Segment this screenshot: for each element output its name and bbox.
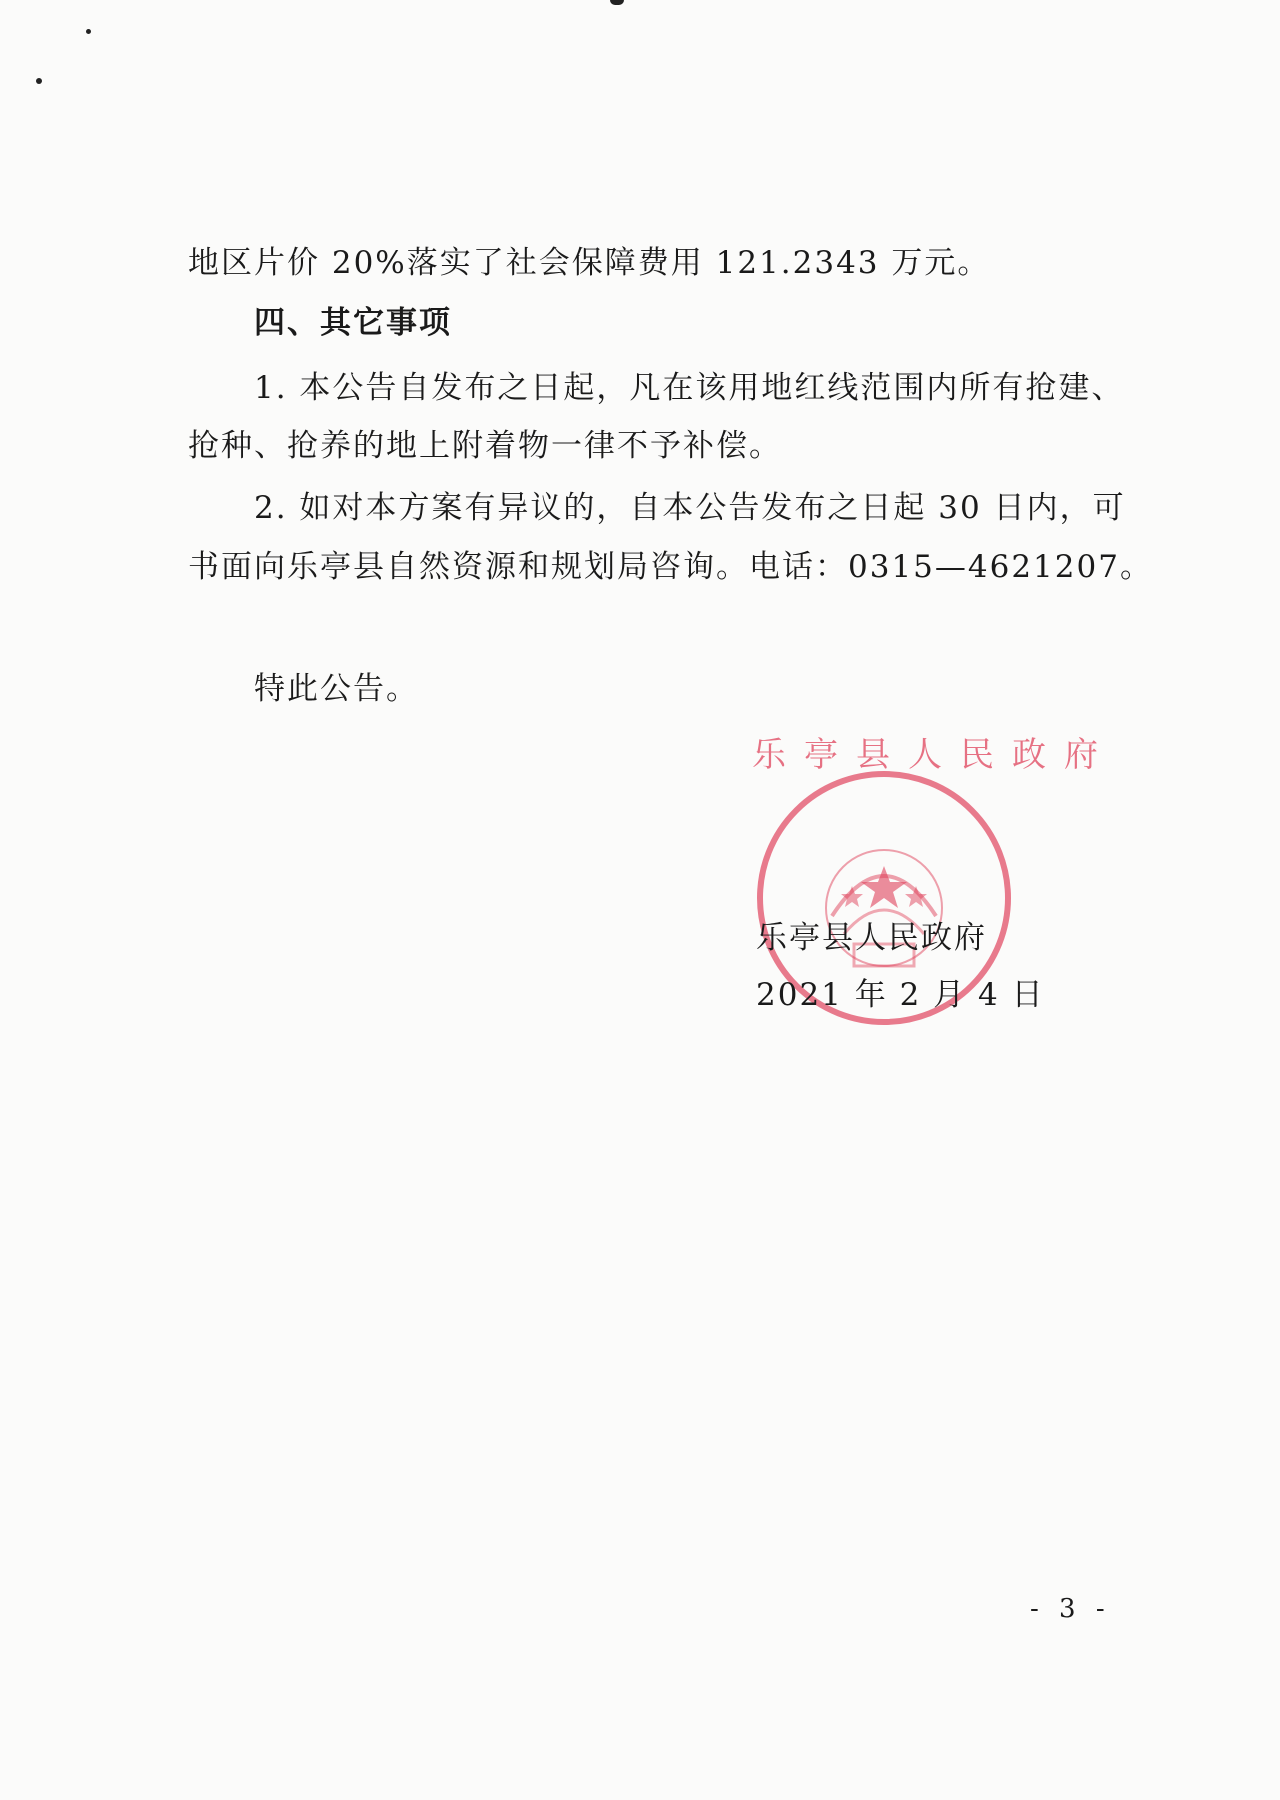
paragraph-continuation: 地区片价 20%落实了社会保障费用 121.2343 万元。	[188, 245, 991, 281]
section-heading: 四、其它事项	[254, 305, 452, 341]
scan-speck	[36, 78, 42, 84]
closing-statement: 特此公告。	[254, 671, 419, 707]
item-2-line-1: 2. 如对本方案有异议的，自本公告发布之日起 30 日内，可	[254, 490, 1126, 526]
seal-text: 乐亭县人民政府	[752, 735, 1116, 775]
signatory: 乐亭县人民政府	[756, 920, 987, 956]
item-1-line-1: 1. 本公告自发布之日起，凡在该用地红线范围内所有抢建、	[254, 370, 1125, 406]
page-number: - 3 -	[1030, 1594, 1111, 1624]
scan-speck	[86, 29, 91, 34]
scan-speck	[610, 0, 624, 5]
item-1-line-2: 抢种、抢养的地上附着物一律不予补偿。	[188, 428, 782, 464]
date: 2021 年 2 月 4 日	[756, 977, 1045, 1013]
item-2-line-2: 书面向乐亭县自然资源和规划局咨询。电话：0315—4621207。	[188, 549, 1153, 585]
